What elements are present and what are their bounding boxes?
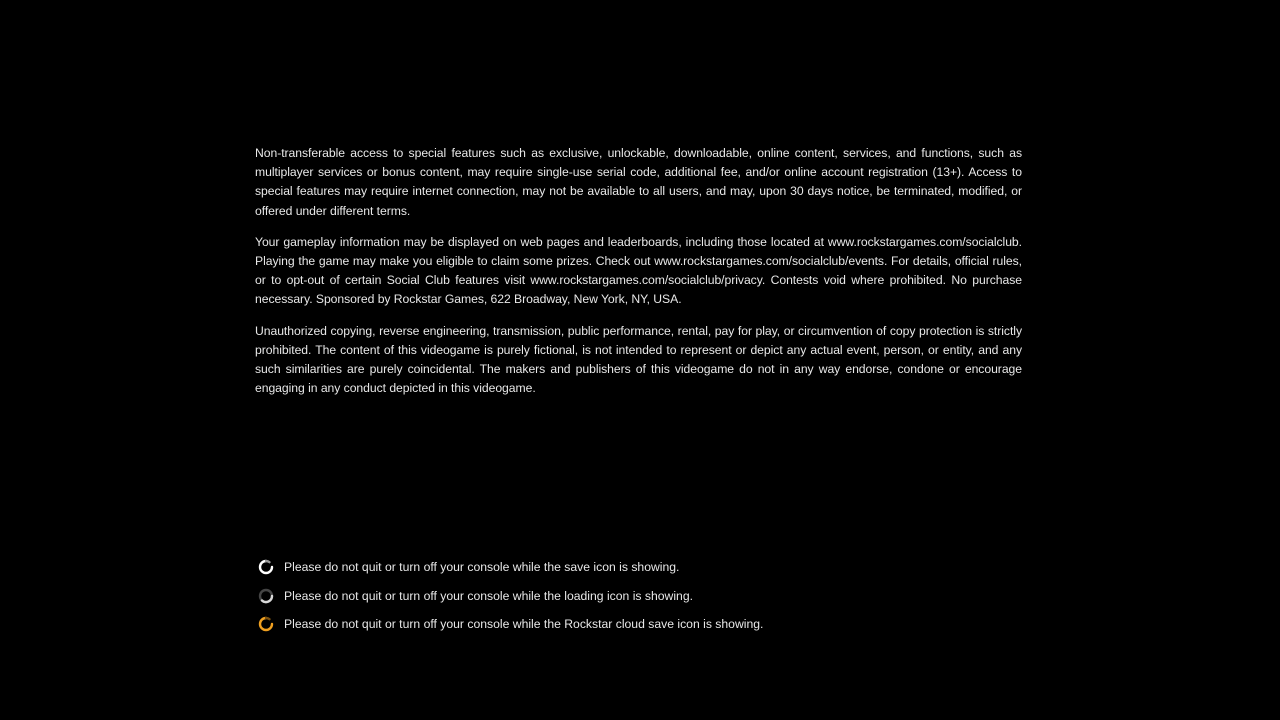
- cloud-save-spinner-icon: [256, 614, 276, 634]
- save-icon-notice-text: Please do not quit or turn off your console while the save icon is showing.: [284, 560, 680, 575]
- legal-notice: [255, 144, 1022, 410]
- legal-paragraph-copyright: Unauthorized copying, reverse engineering, transmission, public performance, rental, pay for play, or circumvention of copy protection is strictly prohibited. The content of this videogame is purely fictional, is not intended to represent or depict any actual event, person, or entity, and any such similarities are purely coincidental. The makers and publishers of this videogame do not in any way endorse, condone or encourage engaging in any conduct depicted in this videogame.: [255, 323, 1022, 396]
- save-spinner-icon: [256, 557, 276, 577]
- legal-paragraph-social-club: Your gameplay information may be displayed on web pages and leaderboards, including those located at www.rockstargames.com/socialclub. Playing the game may make you eligible to claim some prizes. Check out www.rockstargames.com/socialclub/events. For details, official rules, or to opt-out of certain Social Club features visit www.rockstargames.com/socialclub/privacy. Contests void where prohibited. No purchase necessary. Sponsored by Rockstar Games, 622 Broadway, New York, NY, USA.: [255, 234, 1022, 307]
- save-icon-notice: [255, 553, 1055, 582]
- loading-spinner-icon: [256, 586, 276, 606]
- console-notices: [255, 553, 1055, 639]
- cloud-save-icon-notice-text: Please do not quit or turn off your console while the Rockstar cloud save icon is showing.: [284, 617, 764, 632]
- loading-icon-notice: [255, 582, 1055, 611]
- loading-icon-notice-text: Please do not quit or turn off your console while the loading icon is showing.: [284, 588, 693, 603]
- cloud-save-icon-notice: [255, 610, 1055, 639]
- legal-paragraph-online-features: Non-transferable access to special features such as exclusive, unlockable, downloadable, online content, services, and functions, such as multiplayer services or bonus content, may require single-use serial code, additional fee, and/or online account registration (13+). Access to special features may require internet connection, may not be available to all users, and may, upon 30 days notice, be terminated, modified, or offered under different terms.: [255, 146, 1022, 218]
